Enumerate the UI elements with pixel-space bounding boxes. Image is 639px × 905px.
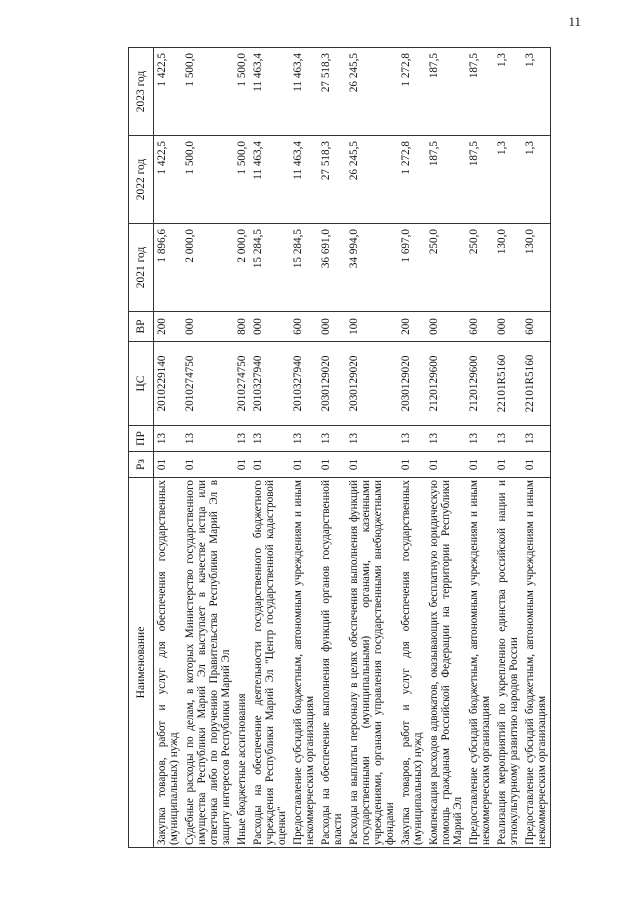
header-2023: 2023 год <box>129 48 154 136</box>
row-cs: 2120129600 <box>426 342 466 426</box>
row-name: Реализация мероприятий по укреплению единства российской нации и этнокультурному развитию народов России <box>494 478 522 848</box>
row-rz: 01 <box>318 452 346 478</box>
row-value-2023: 1 422,5 <box>154 48 183 136</box>
row-pr: 13 <box>522 426 551 452</box>
budget-table <box>128 47 551 848</box>
row-value-2022: 27 518,3 <box>318 136 346 224</box>
row-name: Компенсация расходов адвокатов, оказывающих бесплатную юридическую помощь гражданам Российской Федерации на территории Республики Марий Эл <box>426 478 466 848</box>
row-value-2022: 1 422,5 <box>154 136 183 224</box>
row-cs: 2010327940 <box>250 342 290 426</box>
table-row <box>250 48 290 848</box>
header-pr: ПР <box>129 426 154 452</box>
table-row <box>398 48 426 848</box>
row-value-2021: 15 284,5 <box>290 224 318 312</box>
row-vr: 600 <box>522 312 551 342</box>
row-value-2021: 36 691,0 <box>318 224 346 312</box>
row-cs: 2010274750 <box>234 342 250 426</box>
header-vr: ВР <box>129 312 154 342</box>
row-cs: 2030129020 <box>398 342 426 426</box>
table-row <box>346 48 398 848</box>
row-name: Предоставление субсидий бюджетным, автономным учреждениям и иным некоммерческим организациям <box>522 478 551 848</box>
header-cs: ЦС <box>129 342 154 426</box>
row-pr: 13 <box>466 426 494 452</box>
row-value-2021: 2 000,0 <box>182 224 234 312</box>
page-number: 11 <box>568 14 581 29</box>
row-value-2022: 1,3 <box>522 136 551 224</box>
row-value-2022: 26 245,5 <box>346 136 398 224</box>
table-row <box>182 48 234 848</box>
rotated-table-sheet <box>128 48 624 848</box>
row-pr: 13 <box>250 426 290 452</box>
row-value-2022: 1 500,0 <box>234 136 250 224</box>
row-cs: 2120129600 <box>466 342 494 426</box>
row-rz: 01 <box>346 452 398 478</box>
row-value-2023: 1 500,0 <box>234 48 250 136</box>
row-value-2021: 130,0 <box>522 224 551 312</box>
row-name: Закупка товаров, работ и услуг для обеспечения государственных (муниципальных) нужд <box>154 478 183 848</box>
row-rz: 01 <box>154 452 183 478</box>
row-rz: 01 <box>398 452 426 478</box>
row-value-2023: 26 245,5 <box>346 48 398 136</box>
row-value-2022: 1 272,8 <box>398 136 426 224</box>
row-value-2023: 27 518,3 <box>318 48 346 136</box>
row-pr: 13 <box>426 426 466 452</box>
row-name: Расходы на выплаты персоналу в целях обеспечения выполнения функций государственными (муниципальными) органами, казенными учреждениями, органами управления государственными внебюджетными фондами <box>346 478 398 848</box>
row-cs: 2010229140 <box>154 342 183 426</box>
table-row <box>154 48 183 848</box>
row-value-2021: 34 994,0 <box>346 224 398 312</box>
table-row <box>234 48 250 848</box>
row-cs: 2010327940 <box>290 342 318 426</box>
row-value-2023: 1 272,8 <box>398 48 426 136</box>
row-rz: 01 <box>182 452 234 478</box>
row-vr: 100 <box>346 312 398 342</box>
row-value-2023: 11 463,4 <box>290 48 318 136</box>
row-vr: 000 <box>182 312 234 342</box>
row-vr: 200 <box>398 312 426 342</box>
table-row <box>466 48 494 848</box>
row-value-2022: 1,3 <box>494 136 522 224</box>
row-value-2021: 2 000,0 <box>234 224 250 312</box>
row-vr: 000 <box>426 312 466 342</box>
row-vr: 000 <box>494 312 522 342</box>
row-value-2021: 1 697,0 <box>398 224 426 312</box>
table-row <box>290 48 318 848</box>
row-pr: 13 <box>154 426 183 452</box>
row-cs: 22101R5160 <box>522 342 551 426</box>
row-name: Предоставление субсидий бюджетным, автономным учреждениям и иным некоммерческим организациям <box>466 478 494 848</box>
row-rz: 01 <box>466 452 494 478</box>
table-body <box>154 48 551 848</box>
row-value-2023: 1,3 <box>522 48 551 136</box>
row-value-2021: 1 896,6 <box>154 224 183 312</box>
row-cs: 2030129020 <box>346 342 398 426</box>
table-row <box>494 48 522 848</box>
row-name: Расходы на обеспечение выполнения функций органов государственной власти <box>318 478 346 848</box>
row-vr: 200 <box>154 312 183 342</box>
header-2021: 2021 год <box>129 224 154 312</box>
header-name: Наименование <box>129 478 154 848</box>
header-2022: 2022 год <box>129 136 154 224</box>
table-row <box>318 48 346 848</box>
row-pr: 13 <box>346 426 398 452</box>
row-pr: 13 <box>182 426 234 452</box>
table-header <box>129 48 154 848</box>
row-pr: 13 <box>290 426 318 452</box>
row-cs: 22101R5160 <box>494 342 522 426</box>
row-value-2022: 187,5 <box>466 136 494 224</box>
row-vr: 800 <box>234 312 250 342</box>
row-name: Иные бюджетные ассигнования <box>234 478 250 848</box>
row-value-2023: 187,5 <box>466 48 494 136</box>
row-vr: 000 <box>318 312 346 342</box>
row-pr: 13 <box>398 426 426 452</box>
row-rz: 01 <box>522 452 551 478</box>
row-value-2023: 187,5 <box>426 48 466 136</box>
header-rz: Рз <box>129 452 154 478</box>
row-value-2021: 15 284,5 <box>250 224 290 312</box>
row-rz: 01 <box>290 452 318 478</box>
row-name: Предоставление субсидий бюджетным, автономным учреждениям и иным некоммерческим организациям <box>290 478 318 848</box>
row-value-2021: 250,0 <box>426 224 466 312</box>
row-rz: 01 <box>250 452 290 478</box>
row-value-2022: 11 463,4 <box>290 136 318 224</box>
row-name: Судебные расходы по делам, в которых Министерство государственного имущества Республики Марий Эл выступает в качестве истца или ответчика либо по поручению Правительства Республики Марий Эл в защиту интересов Республики Марий Эл <box>182 478 234 848</box>
row-value-2022: 1 500,0 <box>182 136 234 224</box>
row-name: Расходы на обеспечение деятельности государственного бюджетного учреждения Республики Марий Эл "Центр государственной кадастровой оценки" <box>250 478 290 848</box>
row-value-2021: 130,0 <box>494 224 522 312</box>
row-rz: 01 <box>234 452 250 478</box>
row-value-2022: 187,5 <box>426 136 466 224</box>
row-value-2023: 11 463,4 <box>250 48 290 136</box>
table-row <box>426 48 466 848</box>
row-rz: 01 <box>426 452 466 478</box>
row-cs: 2010274750 <box>182 342 234 426</box>
row-vr: 600 <box>466 312 494 342</box>
row-cs: 2030129020 <box>318 342 346 426</box>
row-pr: 13 <box>318 426 346 452</box>
row-value-2022: 11 463,4 <box>250 136 290 224</box>
row-vr: 000 <box>250 312 290 342</box>
row-value-2023: 1,3 <box>494 48 522 136</box>
row-name: Закупка товаров, работ и услуг для обеспечения государственных (муниципальных) нужд <box>398 478 426 848</box>
row-value-2023: 1 500,0 <box>182 48 234 136</box>
table-row <box>522 48 551 848</box>
row-value-2021: 250,0 <box>466 224 494 312</box>
row-pr: 13 <box>234 426 250 452</box>
row-vr: 600 <box>290 312 318 342</box>
row-pr: 13 <box>494 426 522 452</box>
row-rz: 01 <box>494 452 522 478</box>
